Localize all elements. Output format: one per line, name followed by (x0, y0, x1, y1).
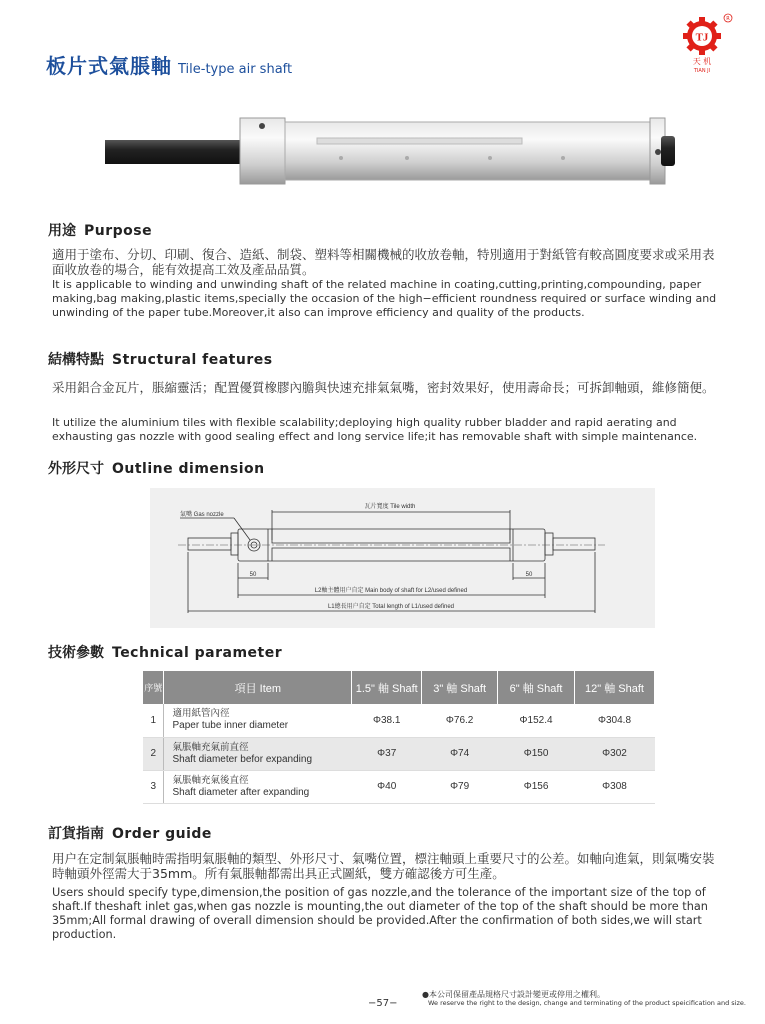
label-tile-width: 瓦片寬度 Tile width (364, 504, 416, 510)
label-left-50: 50 (249, 572, 257, 578)
svg-text:TJ: TJ (695, 31, 709, 44)
column-header-no: 序號 (143, 671, 164, 704)
cell-item (164, 737, 352, 770)
svg-text:天 机: 天 机 (692, 57, 712, 66)
purpose-body-en: It is applicable to winding and unwinding shaft of the related machine in coating,cutting,printing,compounding, paper making,bag making,plastic items,specially the occasion of the high−efficient roundness required or surface winding and unwinding of the paper tube.Moreover,it also can improve efficiency and quality of the products. (52, 278, 717, 319)
heading-cn: 外形尺寸 (48, 461, 104, 477)
cell-value: Φ40 (352, 770, 422, 803)
svg-text:TIAN JI: TIAN JI (693, 68, 711, 74)
tianji-logo (676, 12, 736, 78)
heading-en: Outline dimension (112, 461, 265, 477)
cell-value: Φ79 (422, 770, 498, 803)
cell-item (164, 704, 352, 737)
heading-en: Technical parameter (112, 645, 283, 661)
page-title (46, 50, 292, 79)
cell-value: Φ156 (498, 770, 575, 803)
label-l2: L2軸主體用户自定 Main body of shaft for L2/used defined (314, 588, 468, 594)
label-l1: L1總長用户自定 Total length of L1/used defined (327, 604, 455, 610)
column-header-12: 12" 軸 Shaft (575, 671, 655, 704)
cell-no: 2 (143, 737, 164, 770)
heading-en: Purpose (84, 223, 153, 239)
section-heading-structural (48, 349, 273, 369)
heading-cn: 訂貨指南 (48, 826, 104, 842)
cell-value: Φ150 (498, 737, 575, 770)
heading-cn: 用途 (48, 223, 76, 239)
cell-value: Φ302 (575, 737, 655, 770)
cell-value: Φ37 (352, 737, 422, 770)
item-en: Shaft diameter befor expanding (172, 753, 313, 765)
item-en: Paper tube inner diameter (172, 720, 289, 732)
cell-value: Φ304.8 (575, 704, 655, 737)
table-header-row (143, 671, 655, 704)
cell-value: Φ76.2 (422, 704, 498, 737)
cell-value: Φ74 (422, 737, 498, 770)
cell-value: Φ308 (575, 770, 655, 803)
outline-dimension-drawing (150, 488, 655, 628)
structural-body-cn: 采用鋁合金瓦片，脹縮靈活；配置優質橡膠內膽與快速充排氣氣嘴，密封效果好，使用壽命長；可拆卸軸頭，維修簡便。 (52, 380, 715, 395)
footer-notice-cn: ●本公司保留產品規格尺寸設計變更或停用之權利。 (422, 990, 605, 999)
item-cn: 氣脹軸充氣後直徑 (172, 774, 249, 786)
item-cn: 氣脹軸充氣前直徑 (172, 741, 249, 753)
item-en: Shaft diameter after expanding (172, 786, 310, 798)
purpose-body-cn: 適用于塗布、分切、印刷、復合、造紙、制袋、塑料等相關機械的收放卷軸，特別適用于對紙管有較高圓度要求或采用表面收放卷的場合，能有效提高工效及產品品質。 (52, 247, 715, 277)
table-row (143, 737, 655, 770)
cell-no: 1 (143, 704, 164, 737)
cell-value: Φ152.4 (498, 704, 575, 737)
column-header-1-5: 1.5" 軸 Shaft (352, 671, 422, 704)
cell-no: 3 (143, 770, 164, 803)
column-header-3: 3" 軸 Shaft (422, 671, 498, 704)
technical-parameter-table (143, 671, 655, 804)
section-heading-order (48, 823, 212, 843)
page-number: −57− (368, 998, 398, 1009)
heading-cn: 結構特點 (48, 352, 104, 368)
column-header-6: 6" 軸 Shaft (498, 671, 575, 704)
cell-item (164, 770, 352, 803)
order-body-cn: 用户在定制氣脹軸時需指明氣脹軸的類型、外形尺寸、氣嘴位置，標注軸頭上重要尺寸的公差。如軸向進氣，則氣嘴安裝時軸頭外徑需大于35mm。所有氣脹軸都需出具正式圖紙，雙方確認後方可生產。 (52, 851, 715, 881)
svg-text:R: R (726, 16, 730, 22)
column-header-item: 項目 Item (164, 671, 352, 704)
table-row (143, 770, 655, 803)
structural-body-en: It utilize the aluminium tiles with flexible scalability;deploying high quality rubber bladder and rapid aerating and exhausting gas nozzle with good sealing effect and long service life;it has removable shaft with simple maintenance. (52, 416, 698, 443)
title-cn: 板片式氣脹軸 (46, 54, 172, 78)
order-body-en: Users should specify type,dimension,the position of gas nozzle,and the tolerance of the important size of the top of shaft.If theshaft inlet gas,when gas nozzle is mounting,the out diameter of the top of the shaft should be more than 35mm;All formal drawing of overall dimension should be provided.After the confirmation of both sides,we will start production. (52, 886, 708, 941)
title-en: Tile-type air shaft (178, 62, 293, 77)
label-right-50: 50 (525, 572, 533, 578)
heading-en: Order guide (112, 826, 212, 842)
section-heading-purpose (48, 220, 152, 240)
item-cn: 適用紙管內徑 (172, 708, 230, 720)
footer-notice-en: We reserve the right to the design, change and terminating of the product speicification and size. (428, 999, 746, 1007)
label-gas-nozzle: 氣嘴 Gas nozzle (180, 512, 224, 518)
cell-value: Φ38.1 (352, 704, 422, 737)
table-row (143, 704, 655, 737)
section-heading-technical (48, 642, 282, 662)
heading-cn: 技術參數 (48, 645, 104, 661)
section-heading-outline (48, 458, 265, 478)
product-photo-air-shaft (105, 112, 675, 187)
heading-en: Structural features (112, 352, 273, 368)
